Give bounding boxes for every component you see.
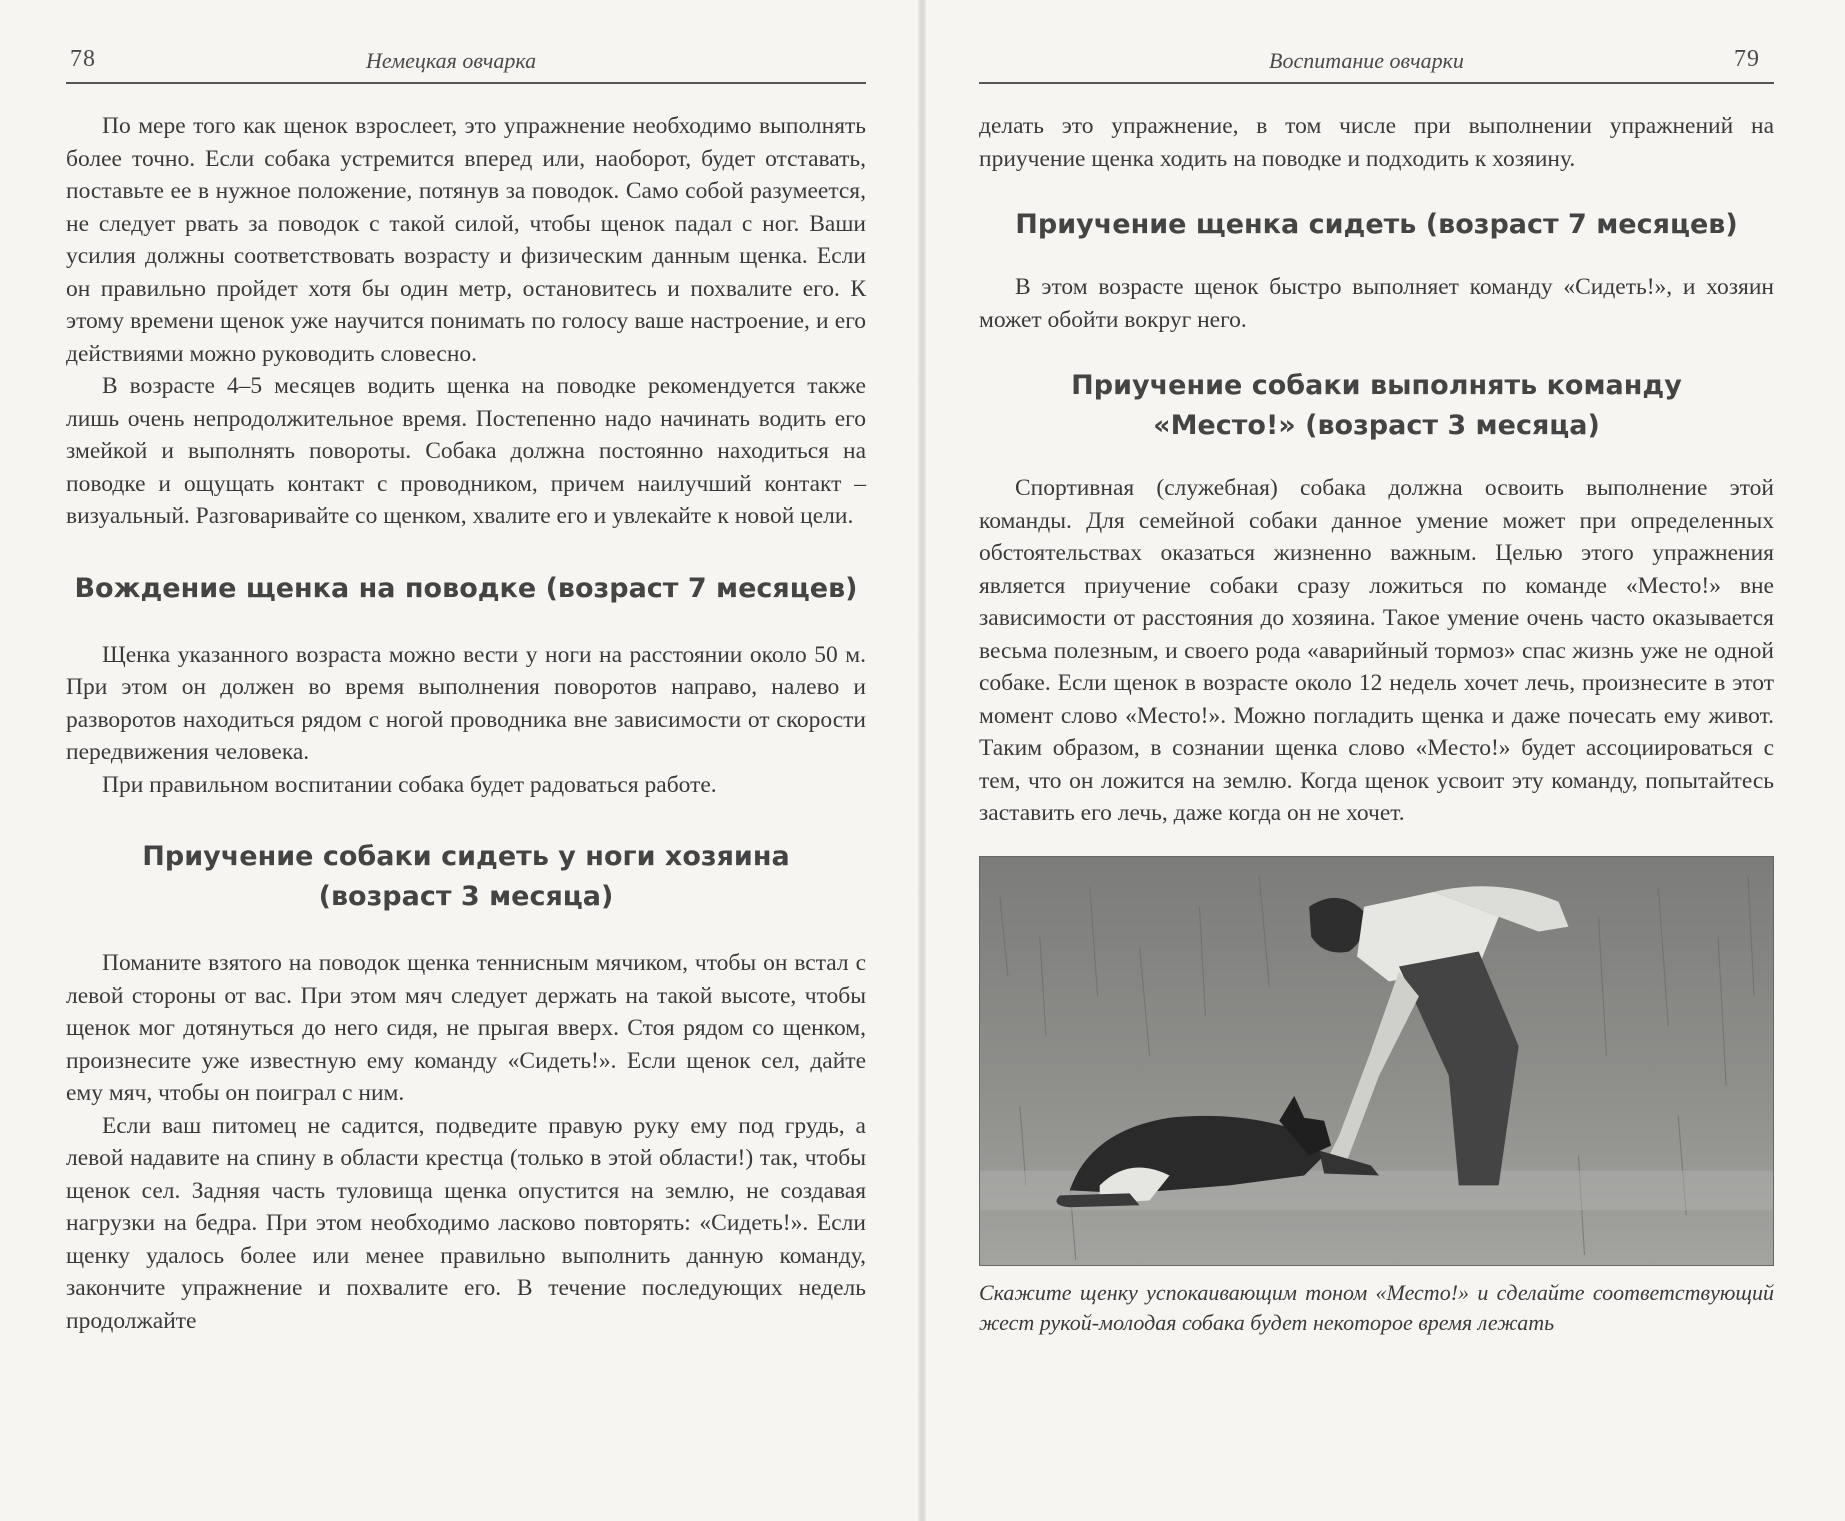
section-heading-line: Приучение собаки выполнять команду — [1071, 370, 1682, 401]
section-heading-line: (возраст 3 месяца) — [318, 881, 614, 912]
section-heading — [979, 205, 1774, 245]
paragraph: Поманите взятого на поводок щенка теннисным мячиком, чтобы он встал с левой стороны от вас. При этом мяч следует держать на такой высоте, чтобы щенок мог дотянуться до него сидя, не прыгая вверх. Стоя рядом со щенком, произнесите уже известную ему команду «Сидеть!». Если щенок сел, дайте ему мяч, чтобы он поиграл с ним. — [66, 950, 866, 1106]
photo-caption: Скажите щенку успокаивающим тоном «Место!» и сделайте соответствующий жест рукой-молодая собака будет некоторое время лежать — [979, 1279, 1774, 1335]
paragraph: При правильном воспитании собака будет радоваться работе. — [102, 771, 717, 798]
paragraph: В этом возрасте щенок быстро выполняет команду «Сидеть!», и хозяин может обойти вокруг него. — [979, 274, 1774, 333]
paragraph: В возрасте 4–5 месяцев водить щенка на поводке рекомендуется также лишь очень непродолжительное время. Постепенно надо начинать водить его змейкой и выполнять повороты. Собака должна постоянно находиться на поводке и ощущать контакт с проводником, причем наилучший контакт – визуальный. Разговаривайте со щенком, хвалите его и увлекайте к новой цели. — [66, 373, 866, 529]
right-page-body — [979, 110, 1774, 1338]
right-page-header — [979, 40, 1774, 84]
left-page-body — [66, 110, 866, 1337]
section-heading — [979, 366, 1774, 446]
section-heading-text: Приучение щенка сидеть (возраст 7 месяцев) — [1015, 209, 1738, 240]
running-title: Воспитание овчарки — [1269, 48, 1464, 73]
left-page-header — [66, 40, 866, 84]
section-heading-line: «Место!» (возраст 3 месяца) — [1153, 410, 1600, 441]
paragraph: Щенка указанного возраста можно вести у ноги на расстоянии около 50 м. При этом он должен во время выполнения поворотов направо, налево и разворотов находиться рядом с ногой проводника вне зависимости от скорости передвижения человека. — [66, 641, 866, 765]
section-heading-line: Приучение собаки сидеть у ноги хозяина — [142, 841, 790, 872]
section-heading — [66, 837, 866, 917]
section-heading — [66, 569, 866, 609]
paragraph: Спортивная (служебная) собака должна освоить выполнение этой команды. Для семейной собаки данное умение может при определенных обстоятельствах оказаться жизненно важным. Целью этого упражнения является приучение собаки сразу ложиться по команде «Место!» вне зависимости от расстояния до хозяина. Такое умение очень часто оказывается весьма полезным, и своего рода «аварийный тормоз» спас жизнь уже не одной собаке. Если щенок в возрасте около 12 недель хочет лечь, произнесите в этот момент слово «Место!». Можно погладить щенка и даже почесать ему живот. Таким образом, в сознании щенка слово «Место!» будет ассоциироваться с тем, что он ложится на землю. Когда щенок усвоит эту команду, попытайтесь заставить его лечь, даже когда он не хочет. — [979, 475, 1774, 826]
page-number: 79 — [1734, 46, 1760, 72]
paragraph: По мере того как щенок взрослеет, это упражнение необходимо выполнять более точно. Если собака устремится вперед или, наоборот, будет отставать, поставьте ее в нужное положение, потянув за поводок. Само собой разумеется, не следует рвать за поводок с такой силой, чтобы щенок падал с ног. Ваши усилия должны соответствовать возрасту и физическим данным щенка. Если он правильно пройдет хотя бы один метр, остановитесь и похвалите его. К этому времени щенок уже научится понимать по голосу ваше настроение, и его действиями можно руководить словесно. — [66, 113, 866, 367]
paragraph: Если ваш питомец не садится, подведите правую руку ему под грудь, а левой надавите на спину в области крестца (только в этой области!) так, чтобы щенок сел. Задняя часть туловища щенка опустится на землю, не создавая нагрузки на бедра. При этом необходимо ласково повторять: «Сидеть!». Если щенку удалось более или менее правильно выполнить данную команду, закончите упражнение и похвалите его. В течение последующих недель продолжайте — [66, 1112, 866, 1334]
photo-dog-training — [979, 856, 1774, 1266]
running-title: Немецкая овчарка — [366, 48, 537, 73]
photo-illustration — [980, 857, 1773, 1265]
book-gutter — [918, 0, 926, 1521]
page-number: 78 — [70, 46, 96, 72]
paragraph: делать это упражнение, в том числе при выполнении упражнений на приучение щенка ходить на поводке и подходить к хозяину. — [979, 113, 1774, 172]
section-heading-text: Вождение щенка на поводке (возраст 7 месяцев) — [74, 572, 858, 604]
